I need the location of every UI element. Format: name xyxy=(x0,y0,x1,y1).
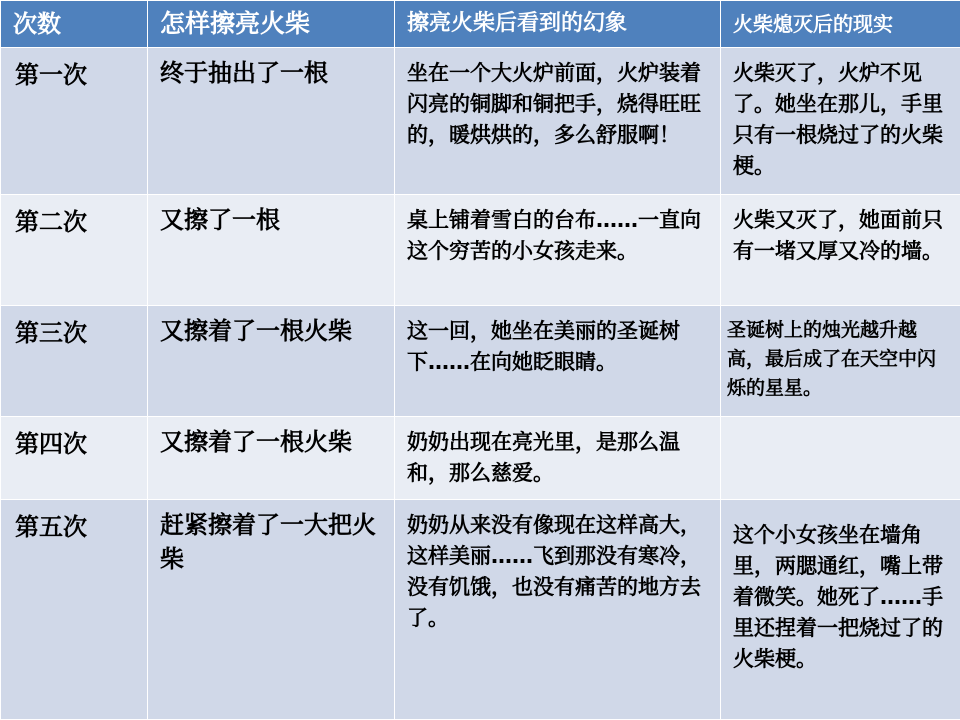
cell-times: 第二次 xyxy=(1,195,148,306)
cell-reality: 这个小女孩坐在墙角里，两腮通红，嘴上带着微笑。她死了……手里还捏着一把烧过了的火柴梗。 xyxy=(721,500,960,720)
header-reality: 火柴熄灭后的现实 xyxy=(721,1,960,48)
table-row xyxy=(1,48,960,195)
header-times: 次数 xyxy=(1,1,148,48)
cell-times: 第五次 xyxy=(1,500,148,720)
header-row xyxy=(1,1,960,48)
table-body xyxy=(1,48,960,720)
cell-vision: 奶奶从来没有像现在这样高大，这样美丽……飞到那没有寒冷，没有饥饿，也没有痛苦的地方去了。 xyxy=(395,500,721,720)
cell-how: 终于抽出了一根 xyxy=(148,48,395,195)
cell-reality: 火柴灭了，火炉不见了。她坐在那儿，手里只有一根烧过了的火柴梗。 xyxy=(721,48,960,195)
cell-times: 第三次 xyxy=(1,306,148,417)
cell-vision: 坐在一个大火炉前面，火炉装着闪亮的铜脚和铜把手，烧得旺旺的，暖烘烘的，多么舒服啊！ xyxy=(395,48,721,195)
table-row xyxy=(1,195,960,306)
cell-vision: 奶奶出现在亮光里，是那么温和，那么慈爱。 xyxy=(395,417,721,500)
cell-reality: 火柴又灭了，她面前只有一堵又厚又冷的墙。 xyxy=(721,195,960,306)
cell-how: 赶紧擦着了一大把火柴 xyxy=(148,500,395,720)
cell-how: 又擦着了一根火柴 xyxy=(148,306,395,417)
cell-how: 又擦了一根 xyxy=(148,195,395,306)
table-header xyxy=(1,1,960,48)
cell-how: 又擦着了一根火柴 xyxy=(148,417,395,500)
table-row xyxy=(1,306,960,417)
cell-times: 第一次 xyxy=(1,48,148,195)
header-how-to-strike: 怎样擦亮火柴 xyxy=(148,1,395,48)
header-vision: 擦亮火柴后看到的幻象 xyxy=(395,1,721,48)
cell-vision: 桌上铺着雪白的台布……一直向这个穷苦的小女孩走来。 xyxy=(395,195,721,306)
cell-reality xyxy=(721,417,960,500)
table-row xyxy=(1,500,960,720)
cell-vision: 这一回，她坐在美丽的圣诞树下……在向她眨眼睛。 xyxy=(395,306,721,417)
cell-times: 第四次 xyxy=(1,417,148,500)
cell-reality: 圣诞树上的烛光越升越高，最后成了在天空中闪烁的星星。 xyxy=(721,306,960,417)
table-row xyxy=(1,417,960,500)
